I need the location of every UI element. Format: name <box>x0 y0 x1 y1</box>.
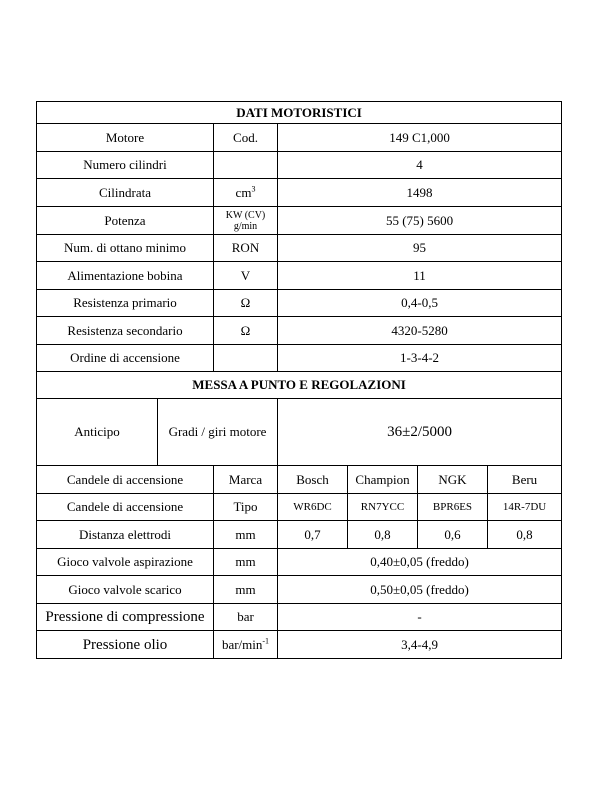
unit-anticipo: Gradi / giri motore <box>158 399 278 466</box>
value-ottano: 95 <box>278 235 562 262</box>
tipo-champion: RN7YCC <box>348 494 418 521</box>
label-resistenza-primario: Resistenza primario <box>37 290 214 317</box>
label-anticipo: Anticipo <box>37 399 158 466</box>
unit-pressione-compressione: bar <box>214 604 278 631</box>
unit-potenza <box>214 207 278 235</box>
unit-potenza-line1: KW (CV) <box>225 209 266 221</box>
label-pressione-olio: Pressione olio <box>37 631 214 659</box>
distanza-beru: 0,8 <box>488 521 562 549</box>
unit-pressione-olio <box>214 631 278 659</box>
row-pressione-compressione <box>37 604 562 631</box>
value-resistenza-primario: 0,4-0,5 <box>278 290 562 317</box>
unit-resistenza-secondario: Ω <box>214 317 278 345</box>
row-resistenza-secondario <box>37 317 562 345</box>
unit-ordine-accensione <box>214 345 278 372</box>
value-pressione-compressione: - <box>278 604 562 631</box>
value-potenza: 55 (75) 5600 <box>278 207 562 235</box>
value-gioco-aspirazione: 0,40±0,05 (freddo) <box>278 549 562 576</box>
label-numero-cilindri: Numero cilindri <box>37 152 214 179</box>
row-motore <box>37 124 562 152</box>
tipo-bosch: WR6DC <box>278 494 348 521</box>
unit-cilindrata <box>214 179 278 207</box>
unit-alimentazione-bobina: V <box>214 262 278 290</box>
marca-bosch: Bosch <box>278 466 348 494</box>
label-motore: Motore <box>37 124 214 152</box>
row-cilindrata <box>37 179 562 207</box>
label-distanza-elettrodi: Distanza elettrodi <box>37 521 214 549</box>
value-resistenza-secondario: 4320-5280 <box>278 317 562 345</box>
unit-pressione-olio-base: bar/min <box>221 636 263 652</box>
value-motore: 149 C1,000 <box>278 124 562 152</box>
unit-pressione-olio-exp: -1 <box>262 636 270 646</box>
row-resistenza-primario <box>37 290 562 317</box>
unit-distanza-elettrodi: mm <box>214 521 278 549</box>
row-distanza-elettrodi <box>37 521 562 549</box>
section-title-messa-a-punto: MESSA A PUNTO E REGOLAZIONI <box>37 372 562 399</box>
row-alimentazione-bobina <box>37 262 562 290</box>
row-gioco-scarico <box>37 576 562 604</box>
value-numero-cilindri: 4 <box>278 152 562 179</box>
unit-resistenza-primario: Ω <box>214 290 278 317</box>
row-candele-marca <box>37 466 562 494</box>
engine-data-table <box>36 101 562 659</box>
unit-cilindrata-base: cm <box>235 184 252 200</box>
label-pressione-compressione: Pressione di compressione <box>37 604 214 631</box>
unit-potenza-line2: g/min <box>233 220 258 232</box>
tipo-ngk: BPR6ES <box>418 494 488 521</box>
unit-numero-cilindri <box>214 152 278 179</box>
label-candele-marca: Candele di accensione <box>37 466 214 494</box>
title-row <box>37 102 562 124</box>
unit-gioco-aspirazione: mm <box>214 549 278 576</box>
value-cilindrata: 1498 <box>278 179 562 207</box>
label-potenza: Potenza <box>37 207 214 235</box>
unit-candele-tipo: Tipo <box>214 494 278 521</box>
label-candele-tipo: Candele di accensione <box>37 494 214 521</box>
row-ottano <box>37 235 562 262</box>
label-alimentazione-bobina: Alimentazione bobina <box>37 262 214 290</box>
section-row-messa-a-punto <box>37 372 562 399</box>
label-gioco-scarico: Gioco valvole scarico <box>37 576 214 604</box>
row-gioco-aspirazione <box>37 549 562 576</box>
value-anticipo: 36±2/5000 <box>278 399 562 466</box>
value-ordine-accensione: 1-3-4-2 <box>278 345 562 372</box>
label-ordine-accensione: Ordine di accensione <box>37 345 214 372</box>
unit-motore: Cod. <box>214 124 278 152</box>
marca-beru: Beru <box>488 466 562 494</box>
marca-champion: Champion <box>348 466 418 494</box>
label-gioco-aspirazione: Gioco valvole aspirazione <box>37 549 214 576</box>
row-ordine-accensione <box>37 345 562 372</box>
unit-candele-marca: Marca <box>214 466 278 494</box>
tipo-beru: 14R-7DU <box>488 494 562 521</box>
distanza-bosch: 0,7 <box>278 521 348 549</box>
unit-cilindrata-exp: 3 <box>251 184 256 194</box>
unit-ottano: RON <box>214 235 278 262</box>
label-resistenza-secondario: Resistenza secondario <box>37 317 214 345</box>
row-potenza <box>37 207 562 235</box>
value-gioco-scarico: 0,50±0,05 (freddo) <box>278 576 562 604</box>
distanza-champion: 0,8 <box>348 521 418 549</box>
label-cilindrata: Cilindrata <box>37 179 214 207</box>
row-pressione-olio <box>37 631 562 659</box>
marca-ngk: NGK <box>418 466 488 494</box>
distanza-ngk: 0,6 <box>418 521 488 549</box>
row-anticipo <box>37 399 562 466</box>
row-numero-cilindri <box>37 152 562 179</box>
unit-gioco-scarico: mm <box>214 576 278 604</box>
row-candele-tipo <box>37 494 562 521</box>
section-title-dati-motoristici: DATI MOTORISTICI <box>37 102 562 124</box>
value-pressione-olio: 3,4-4,9 <box>278 631 562 659</box>
label-ottano: Num. di ottano minimo <box>37 235 214 262</box>
value-alimentazione-bobina: 11 <box>278 262 562 290</box>
